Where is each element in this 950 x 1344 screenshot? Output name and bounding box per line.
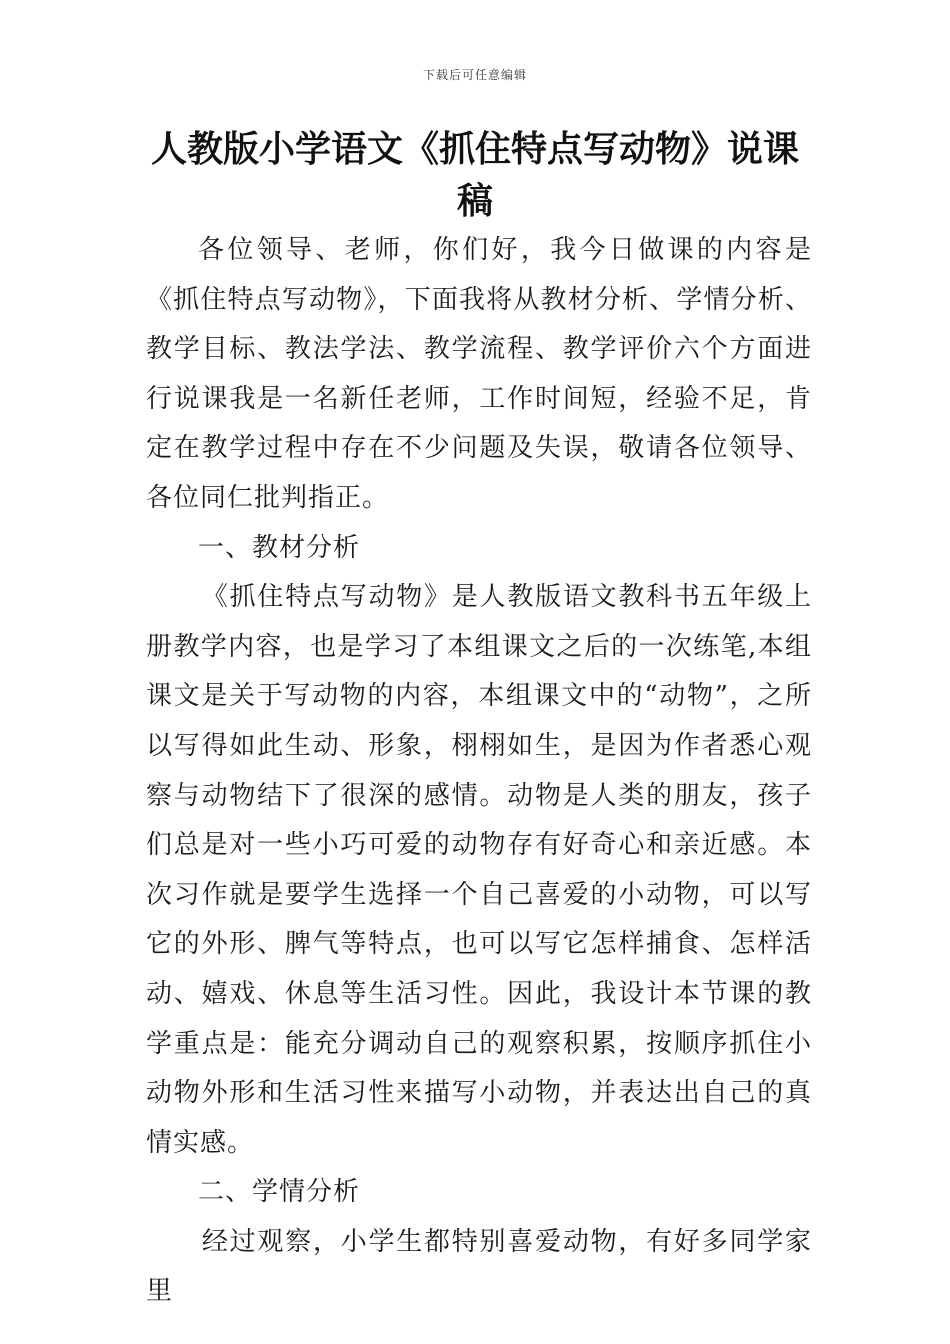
section-heading-student-analysis: 二、学情分析 — [198, 1177, 361, 1208]
download-note: 下载后可任意编辑 — [422, 68, 527, 82]
intro-paragraph: 各位领导、老师，你们好，我今日做课的内容是《抓住特点写动物》，下面我将从教材分析、学情分析、教学目标、教法学法、教学流程、教学评价六个方面进行说课我是一名新任老师，工作时间短，经验不足，肯定在教学过程中存在不少问题及失误，敬请各位领导、各位同仁批判指正。 — [146, 235, 812, 513]
document-body — [146, 226, 812, 1317]
document-title: 人教版小学语文《抓住特点写动物》说课稿 — [150, 129, 799, 222]
textbook-analysis-paragraph: 《抓住特点写动物》是人教版语文教科书五年级上册教学内容，也是学习了本组课文之后的一次练笔,本组课文是关于写动物的内容，本组课文中的“动物”，之所以写得如此生动、形象，栩栩如生，是因为作者悉心观察与动物结下了很深的感情。动物是人类的朋友，孩子们总是对一些小巧可爱的动物存有好奇心和亲近感。本次习作就是要学生选择一个自己喜爱的小动物，可以写它的外形、脾气等特点，也可以写它怎样捕食、怎样活动、嬉戏、休息等生活习性。因此，我设计本节课的教学重点是：能充分调动自己的观察积累，按顺序抓住小动物外形和生活习性来描写小动物，并表达出自己的真情实感。 — [146, 582, 812, 1158]
student-analysis-paragraph: 经过观察，小学生都特别喜爱动物，有好多同学家里 — [146, 1226, 812, 1307]
section-heading-textbook-analysis: 一、教材分析 — [198, 532, 361, 563]
